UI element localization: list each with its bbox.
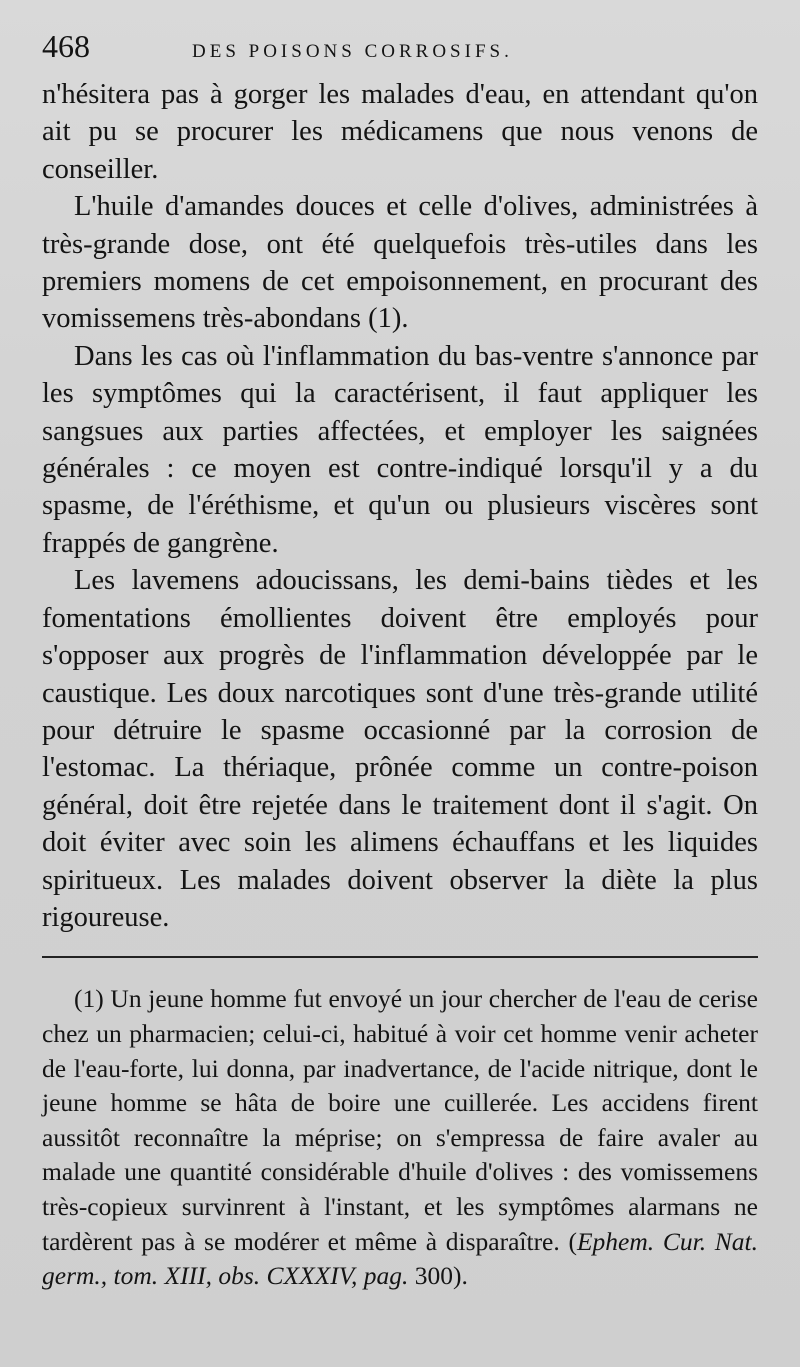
paragraph: n'hésitera pas à gorger les malades d'eau, en attendant qu'on ait pu se procurer les médicamens que nous venons de conseiller. bbox=[42, 79, 758, 185]
page-header bbox=[42, 28, 758, 76]
footnote-citation-page: 300). bbox=[408, 1261, 468, 1291]
paragraph: Dans les cas où l'inflammation du bas-ventre s'annonce par les symptômes qui la caractérisent, il faut appliquer les sangsues aux parties affectées, et employer les saignées générales : ce moyen est contre-indiqué lorsqu'il y a du spasme, de l'éréthisme, et qu'un ou plusieurs viscères sont frappés de gangrène. bbox=[42, 340, 758, 559]
page-number: 468 bbox=[42, 28, 90, 64]
paragraph: L'huile d'amandes douces et celle d'olives, administrées à très-grande dose, ont été quelquefois très-utiles dans les premiers momens de cet empoisonnement, en procurant des vomissemens très-abondans (1). bbox=[42, 191, 758, 335]
footnote-citation: Ephem. Cur. Nat. germ., tom. XIII, obs. CXXXIV, pag. bbox=[42, 1226, 758, 1291]
footnote-text bbox=[42, 982, 758, 1293]
main-text bbox=[42, 76, 758, 936]
paragraph: Les lavemens adoucissans, les demi-bains tièdes et les fomentations émollientes doivent être employés pour s'opposer aux progrès de l'inflammation développée par le caustique. Les doux narcotiques sont d'une très-grande utilité pour détruire le spasme occasionné par la corrosion de l'estomac. La thériaque, prônée comme un contre-poison général, doit être rejetée dans le traitement dont il s'agit. On doit éviter avec soin les alimens échauffans et les liquides spiritueux. Les malades doivent observer la diète la plus rigoureuse. bbox=[42, 565, 758, 933]
running-title: DES POISONS CORROSIFS. bbox=[192, 41, 513, 62]
footnote bbox=[42, 982, 758, 1293]
footnote-separator bbox=[42, 956, 758, 958]
footnote-body: (1) Un jeune homme fut envoyé un jour chercher de l'eau de cerise chez un pharmacien; celui-ci, habitué à voir cet homme venir acheter de l'eau-forte, lui donna, par inadvertance, de l'acide nitrique, dont le jeune homme se hâta de boire une cuillerée. Les accidens firent aussitôt reconnaître la méprise; on s'empressa de faire avaler au malade une quantité considérable d'huile d'olives : des vomissemens très-copieux survinrent à l'instant, et les symptômes alarmans ne tardèrent pas à se modérer et même à disparaître. ( bbox=[42, 984, 758, 1256]
